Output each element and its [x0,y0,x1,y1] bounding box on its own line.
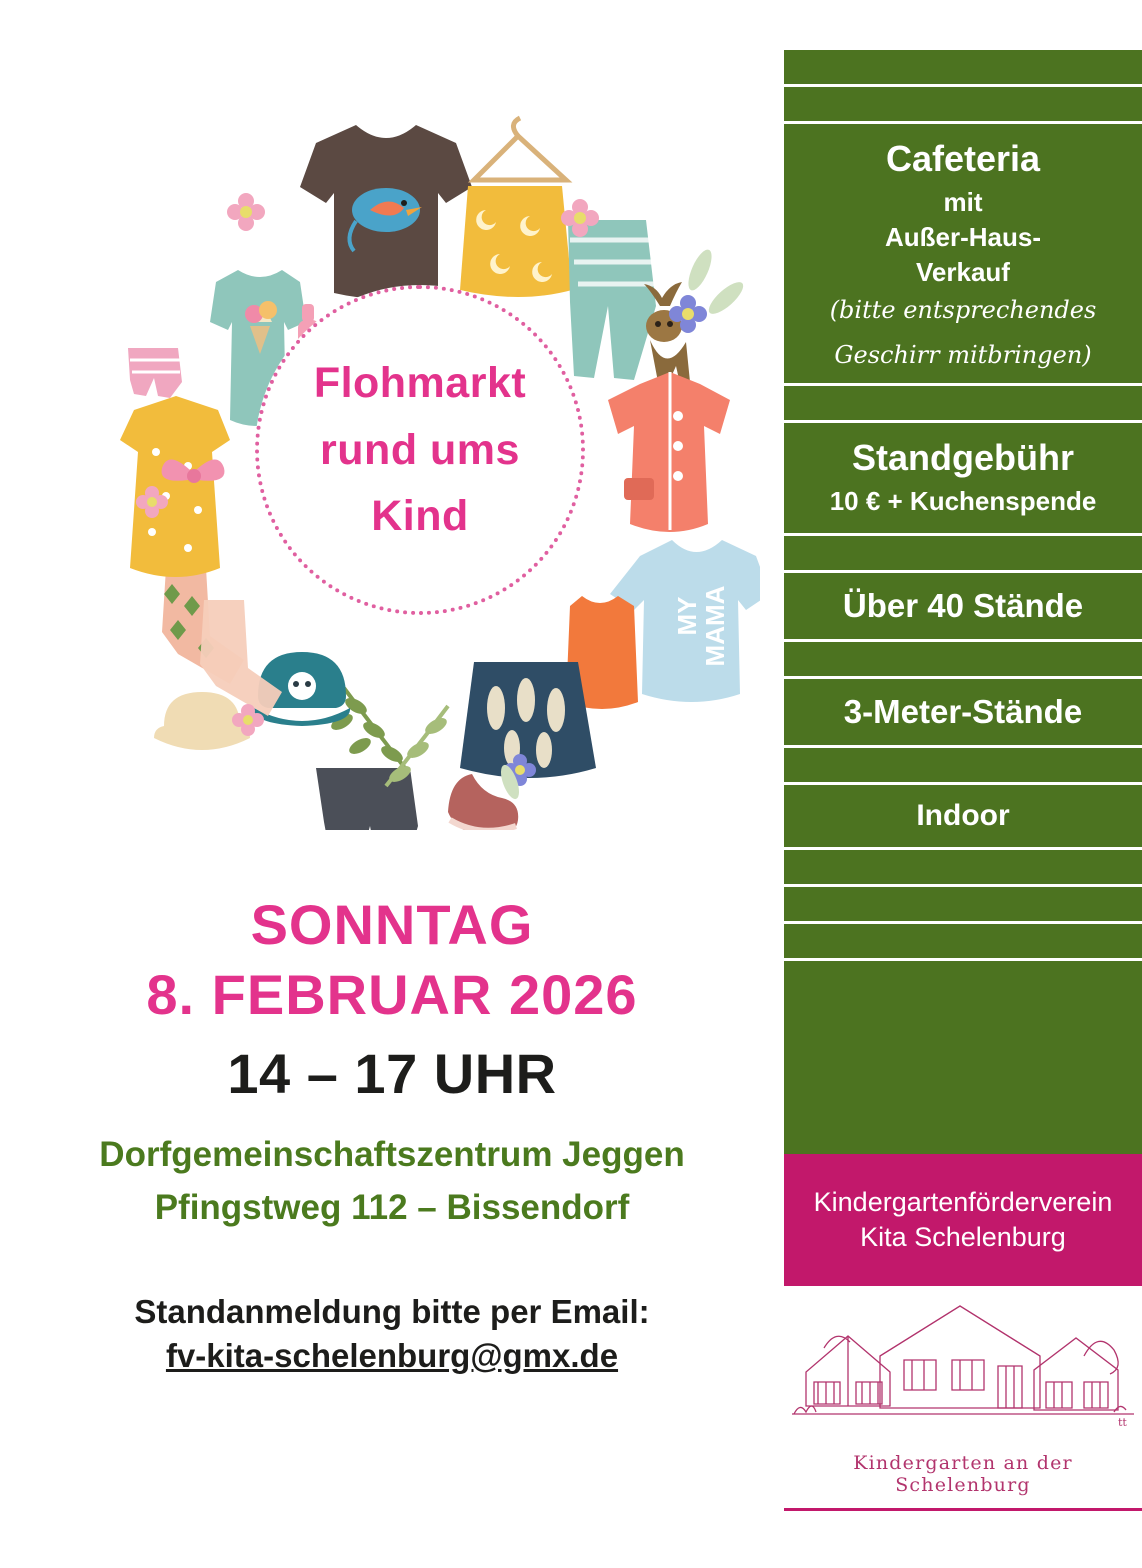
cafeteria-title: Cafeteria [885,138,1041,179]
event-venue [0,1129,784,1234]
venue-name: Dorfgemeinschaftszentrum Jeggen [99,1135,685,1175]
stand-fee-block [784,423,1142,533]
divider [784,958,1142,961]
panel-spacer [784,887,1142,921]
cafeteria-line-1: mit [943,187,983,217]
info-panel [784,50,1142,1154]
panel-spacer [784,536,1142,570]
panel-spacer [784,642,1142,676]
cafeteria-block [784,124,1142,383]
feature-row-stands: Über 40 Stände [842,587,1084,625]
event-day: SONNTAG [250,893,534,956]
venue-address: Pfingstweg 112 – Bissendorf [154,1187,630,1227]
title-line-3: Kind [371,492,469,541]
fee-title: Standgebühr [852,437,1074,479]
feature-row-stand-size: 3-Meter-Stände [843,693,1083,731]
logo-caption: Kindergarten an der Schelenburg [853,1452,1073,1496]
registration-email-link[interactable]: fv-kita-schelenburg@gmx.de [165,1337,619,1375]
panel-spacer [784,748,1142,782]
panel-spacer [784,87,1142,121]
title-line-2: rund ums [320,425,520,474]
feature-row-indoor: Indoor [916,799,1010,833]
panel-spacer [784,386,1142,420]
panel-top-spacer [784,50,1142,84]
registration-info [0,1286,784,1375]
cafeteria-note-2: Geschirr mitbringen) [834,340,1092,369]
registration-label: Standanmeldung bitte per Email: [134,1293,650,1331]
organizer-line-1: Kindergartenförderverein [813,1186,1113,1217]
cafeteria-line-2: Außer-Haus- [884,222,1041,253]
event-date: 8. FEBRUAR 2026 [146,963,638,1026]
organizer-line-2: Kita Schelenburg [860,1222,1066,1252]
event-details [0,890,784,1375]
organizer-panel [784,1154,1142,1286]
title-line-1: Flohmarkt [313,359,527,408]
event-time: 14 – 17 UHR [227,1042,557,1105]
clothing-wreath-illustration [40,70,760,830]
cafeteria-note-1: (bitte entsprechendes [829,296,1097,325]
svg-text:MAMA: MAMA [700,585,730,667]
poster-sidebar [784,50,1142,1508]
svg-text:tt: tt [1118,1416,1127,1429]
poster-title-circle [255,285,585,615]
kindergarten-building-logo [784,1286,1142,1511]
fee-value: 10 € + Kuchenspende [829,486,1097,517]
panel-spacer [784,850,1142,884]
svg-text:MY: MY [672,596,702,636]
panel-spacer [784,924,1142,958]
cafeteria-line-3: Verkauf [916,257,1010,288]
